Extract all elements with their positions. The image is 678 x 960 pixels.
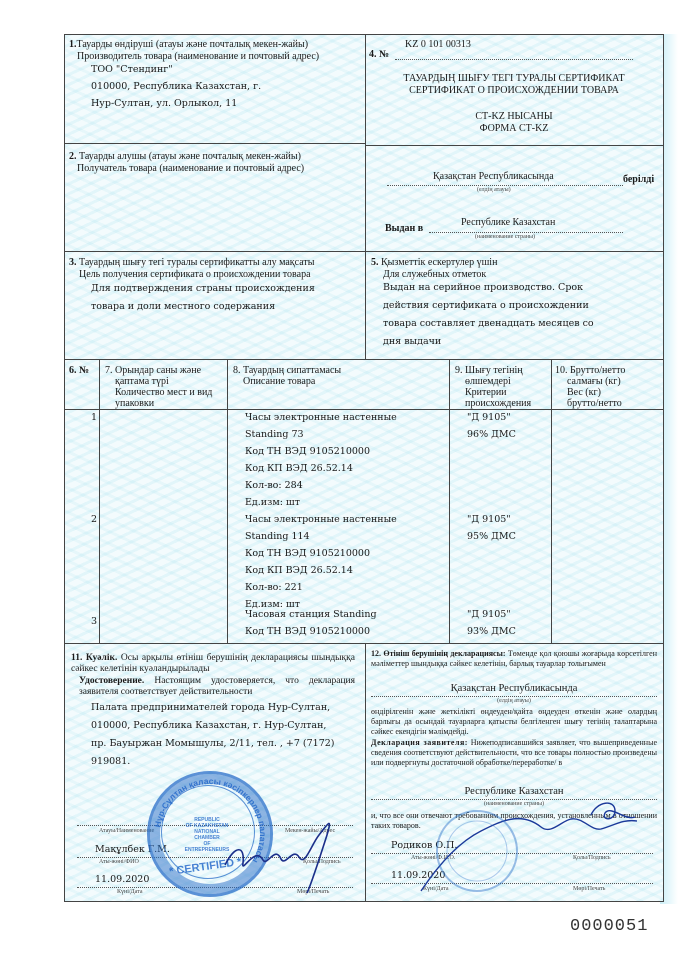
box12-sign-hint: Қолы/Подпись [573, 855, 611, 861]
manufacturer-address-2: Нур-Султан, ул. Орлыкол, 11 [91, 98, 238, 109]
box11-signer-hint: Аты-жөні/ФИО [99, 859, 139, 865]
box12-country-ru-hint: (наименование страны) [483, 801, 545, 807]
box3-label-kz: 3. Тауардың шығу тегі туралы сертификатты алу мақсаты [69, 257, 315, 268]
box12-date: 11.09.2020 [391, 870, 446, 881]
remarks-line-4: дня выдачи [383, 336, 442, 347]
serial-number: 0000051 [570, 917, 649, 936]
row-description-line: Код КП ВЭД 26.52.14 [245, 565, 353, 576]
stamp-center-text: REPUBLIC OF KAZAKHSTAN NATIONAL CHAMBER OF ENTREPRENEURS [184, 817, 230, 853]
box5-label-ru: Для служебных отметок [383, 269, 487, 280]
box12-kz-text: 12. Өтініш берушінің декларациясы: Төменде қол қоюшы жоғарыда көрсетілген мәліметтер шындыққа сәйкес келетінін, барлық тауарлар толығымен [371, 649, 657, 668]
box11-ru-text: Удостоверение. Настоящим удостоверяется, что декларация заявителя соответствует действительности [79, 676, 355, 697]
row-description-line: Часовая станция Standing [245, 609, 377, 620]
form-ru: ФОРМА СТ-KZ [479, 123, 549, 134]
address-hint: Мекен-жайы/Адрес [285, 828, 336, 834]
col-divider-7 [227, 359, 228, 643]
box12-seal-hint: Мөрі/Печать [573, 886, 606, 892]
row-number: 2 [91, 514, 98, 525]
manufacturer-address-1: 010000, Республика Казахстан, г. [91, 81, 262, 92]
row-description-line: Код КП ВЭД 26.52.14 [245, 463, 353, 474]
svg-text:Нұр-Сұлтан қаласы кәсіпкерлер: Нұр-Сұлтан қаласы кәсіпкерлер палатасы [152, 775, 269, 865]
issued-country-kz: Қазақстан Республикасында [433, 171, 554, 182]
name-hint: Атауы/Наименование [99, 828, 155, 834]
purpose-line-2: товара и доли местного содержания [91, 301, 276, 312]
row-criteria-line: "Д 9105" [467, 609, 511, 620]
issued-kz-dotted-line [387, 185, 623, 186]
box3-label-ru: Цель получения сертификата о происхождении товара [79, 269, 311, 280]
row-number: 1 [91, 412, 98, 423]
chamber-line-2: 010000, Республика Казахстан, г. Нур-Султан, [91, 720, 327, 731]
box12-kz-text2: өндірілгенін және жеткілікті өңдеуден/қайта өңдеуден өткенін және олардың барлығы да осындай тауарларға қатысты белгіленген шығу тегінің талаптарына сәйкес екендігін мәлімдейді. [371, 707, 657, 736]
remarks-line-3: товара составляет двенадцать месяцев со [383, 318, 594, 329]
form-kz: СТ-KZ НЫСАНЫ [475, 111, 553, 122]
divider-table-bottom [65, 643, 663, 644]
row-criteria-line: "Д 9105" [467, 412, 511, 423]
row-description-line: Standing 114 [245, 531, 310, 542]
box12-date-hint: Күні/Дата [423, 886, 449, 892]
box12-signer: Родиков О.П. [391, 840, 458, 851]
box12-country-kz: Қазақстан Республикасында [450, 683, 578, 694]
issued-country-ru: Республике Казахстан [461, 217, 556, 228]
col-divider-9 [551, 359, 552, 643]
box1-label-kz: 1.Тауарды өндіруші (атауы және почталық мекен-жайы) [69, 39, 309, 50]
certificate-sheet: 1.Тауарды өндіруші (атауы және почталық мекен-жайы) Производитель товара (наименование и почтовый адрес) ТОО "Стендинг" 010000, Республика Казахстан, г. Нур-Султан, ул. Орлыкол, 11 KZ 0 101 00313 4. № ТАУАРДЫҢ ШЫҒУ ТЕГІ ТУРАЛЫ СЕРТИФИКАТ СЕРТИФИКАТ О ПРОИСХОЖДЕНИИ ТОВАРА СТ-KZ НЫСАНЫ ФОРМА СТ-KZ Қазақстан Республикасында берілді (елдің атауы) Выдан в Республике Казахстан (наименование страны) 2. Тауарды алушы (атауы және почталық мекен-жайы) Получатель товара (наименование и почтовый адрес) 3. Тауардың шығу тегі туралы сертификатты алу мақсаты Цель получения сертификата о происхождении товара Для подтверждения страны происхождения товара и доли местного содержания 5. Қызметтік ескертулер үшін Для служебных отметок Выдан на серийное производство. Срок действия сертификата о происхождении товара составляет двенадцать месяцев со дня выдачи 6. № 7. Орындар саны және қаптама түрі Количество мест и вид упаковки 8. Тауардың сипаттамасы Описание товара 9. Шығу тегінің өлшемдері Критерии происхождения 10. Брутто/нетто салмағы (кг) Вес (кг) брутто/нетто 1 Часы электронные настенные Standing 73 Код ТН ВЭД 9105210000 Код КП ВЭД 26.52.14 Кол-во: 284 Ед.изм: шт "Д 9105" 96% ДМС 2 Часы электронные настенные Standing 114 Код ТН ВЭД 9105210000 Код КП ВЭД 26.52.14 Кол-во: 221 Ед.изм: шт "Д 9105" 95% ДМС 3 Часовая станция Standing Код ТН ВЭД 9105210000 "Д 9105" 93% ДМС 11. Куәлік. Осы арқылы өтініш берушінің декларациясы шындыққа сәйкес келетінін куәландырылады Удостоверение. Настоящим удостоверяется, что декларация заявителя соответствует действительности Палата предпринимателей города Нур-Султан, 010000, Республика Казахстан, г. Нур-Султан, пр. Бауыржан Момышулы, 2/11, тел. , +7 (7172) 919081. Атауы/Наименование Мекен-жайы/Адрес Мақұлбек Г.М. Аты-жөні/ФИО Қолы/Подпись 11.09.2020 Күні/Дата Мөрі/Печать 12. Өтініш берушінің декларациясы: Төменде қол қоюшы жоғарыда көрсетілген мәліметтер шындыққа сәйкес келетінін, барлық тауарлар толығымен Қазақстан Республикасында (елдің атауы) өндірілгенін және жеткілікті өңдеуден/қайта өңдеуден өткенін және олардың барлығы да осындай тауарларға қатысты белгіленген шығу тегінің талаптарына сәйкес екендігін мәлімдейді. Декларация заявителя: Нижеподписавшийся заявляет, что вышеприведенные сведения соответствуют действительности, что все товары полностью произведены или подвергнуты достаточной обработке/переработке/ в Республике Казахстан (наименование страны) и, что все они отвечают требованиям происхождения, установленным в отношении таких товаров. Родиков О.П. Аты-жөні/Ф.И.О. Қолы/Подпись 11.09.2020 Күні/Дата Мөрі/Печать Нұр-Сұлтан қаласы кәсіпкерлер палатасы REPUBLIC OF KAZAKHSTAN NATIONAL CHAMBER OF ENTREPRENEURS * CERTIFIED * [64, 34, 664, 902]
issued-kz-suffix: берілді [623, 174, 655, 185]
box5-label-kz: 5. Қызметтік ескертулер үшін [371, 257, 498, 268]
signature-box11 [215, 805, 345, 895]
signature-box12 [401, 791, 641, 901]
box11-signer: Мақұлбек Г.М. [95, 844, 170, 855]
row-description-line: Код ТН ВЭД 9105210000 [245, 548, 371, 559]
divider-bottom-vertical [365, 643, 366, 901]
box12-country-kz-hint: (елдің атауы) [497, 698, 531, 704]
row-description-line: Кол-во: 221 [245, 582, 303, 593]
row-description-line: Код ТН ВЭД 9105210000 [245, 626, 371, 637]
stamp-certified: * CERTIFIED * [168, 855, 243, 879]
remarks-line-1: Выдан на серийное производство. Срок [383, 282, 584, 293]
issued-ru-dotted-line [429, 232, 623, 233]
box12-ru-text2: и, что все они отвечают требованиям происхождения, установленным в отношении таких товаров. [371, 811, 657, 830]
remarks-line-2: действия сертификата о происхождении [383, 300, 589, 311]
divider-box1-box2 [65, 143, 365, 144]
divider-row2-row3 [65, 251, 663, 252]
row-criteria-line: 95% ДМС [467, 531, 516, 542]
box12-signer-hint: Аты-жөні/Ф.И.О. [411, 855, 456, 861]
title-kz: ТАУАРДЫҢ ШЫҒУ ТЕГІ ТУРАЛЫ СЕРТИФИКАТ [403, 73, 625, 84]
row-description-line: Часы электронные настенные [245, 514, 397, 525]
box12-ru-text: Декларация заявителя: Нижеподписавшийся заявляет, что вышеприведенные сведения соответствуют действительности, что все товары полностью произведены или подвергнуты достаточной обработке/переработке/ в [371, 738, 657, 767]
box2-label-kz: 2. Тауарды алушы (атауы және почталық мекен-жайы) [69, 151, 301, 162]
box11-seal-hint: Мөрі/Печать [297, 889, 330, 895]
divider-table-top [65, 359, 663, 360]
chamber-line-1: Палата предпринимателей города Нур-Султан, [91, 702, 331, 713]
manufacturer-name: ТОО "Стендинг" [91, 64, 173, 75]
row-number: 3 [91, 616, 98, 627]
purpose-line-1: Для подтверждения страны происхождения [91, 283, 315, 294]
number-label: 4. № [369, 49, 390, 60]
row-description-line: Код ТН ВЭД 9105210000 [245, 446, 371, 457]
box12-country-kz-line [371, 696, 657, 697]
col-divider-8 [449, 359, 450, 643]
box11-kz-text: 11. Куәлік. Осы арқылы өтініш берушінің декларациясы шындыққа сәйкес келетінін куәландырылады [71, 653, 355, 674]
certificate-number: KZ 0 101 00313 [405, 39, 471, 50]
box11-date-hint: Күні/Дата [117, 889, 143, 895]
box12-country-ru: Республике Казахстан [464, 786, 564, 797]
header-col6: 6. № [69, 365, 90, 376]
box2-label-ru: Получатель товара (наименование и почтовый адрес) [77, 163, 305, 174]
row-criteria-line: 96% ДМС [467, 429, 516, 440]
box11-date: 11.09.2020 [95, 874, 150, 885]
number-dotted-line [395, 59, 633, 60]
box1-label-ru: Производитель товара (наименование и почтовый адрес) [77, 51, 320, 62]
row-description-line: Standing 73 [245, 429, 304, 440]
row-criteria-line: 93% ДМС [467, 626, 516, 637]
issued-ru-hint: (наименование страны) [475, 234, 536, 240]
box11-sign-hint: Қолы/Подпись [303, 859, 341, 865]
issued-kz-hint: (елдің атауы) [477, 187, 511, 193]
row-description-line: Ед.изм: шт [245, 599, 301, 610]
row-criteria-line: "Д 9105" [467, 514, 511, 525]
chamber-line-4: 919081. [91, 756, 131, 767]
issued-ru-prefix: Выдан в [385, 223, 424, 234]
divider-title-issued [365, 145, 663, 146]
title-ru: СЕРТИФИКАТ О ПРОИСХОЖДЕНИИ ТОВАРА [409, 85, 619, 96]
row-description-line: Ед.изм: шт [245, 497, 301, 508]
row-description-line: Кол-во: 284 [245, 480, 303, 491]
col-divider-6 [99, 359, 100, 643]
row-description-line: Часы электронные настенные [245, 412, 397, 423]
chamber-line-3: пр. Бауыржан Момышулы, 2/11, тел. , +7 (7172) [91, 738, 335, 749]
